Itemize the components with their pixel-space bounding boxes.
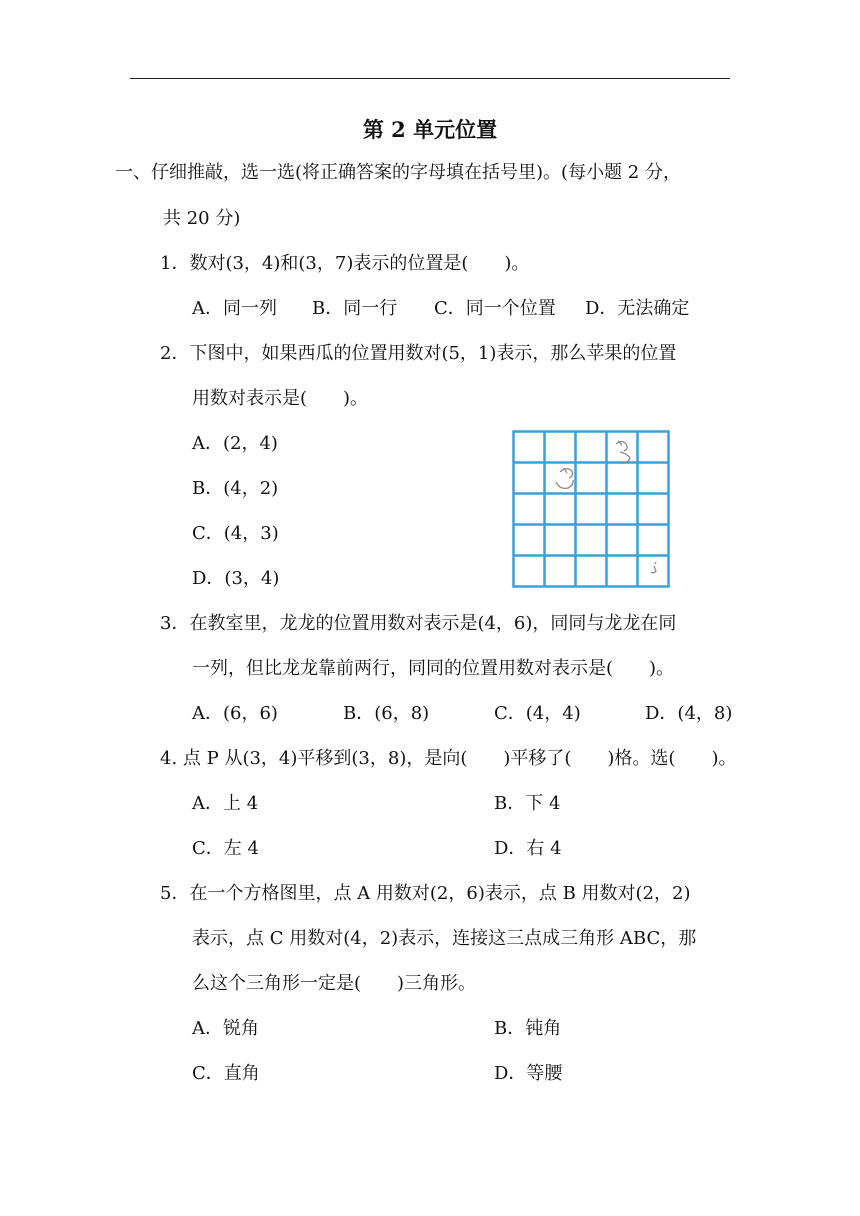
q2-option-b: B．(4，2) [192,478,279,499]
q5-option-b: B．钝角 [494,1018,562,1039]
question-3-stem-cont: 一列，但比龙龙靠前两行，同同的位置用数对表示是( )。 [192,658,675,679]
q3-option-b: B．(6，8) [343,703,430,724]
q2-option-a: A．(2，4) [192,433,278,454]
question-4-stem: 4. 点 P 从(3，4)平移到(3，8)，是向( )平移了( )格。选( )。 [160,748,737,769]
q4-option-b: B．下 4 [494,793,561,814]
fruit-icon-top [616,441,630,463]
question-5-stem-cont-1: 表示，点 C 用数对(4，2)表示，连接这三点成三角形 ABC，那 [192,928,697,949]
top-rule [130,78,730,79]
question-5-stem: 5．在一个方格图里，点 A 用数对(2，6)表示，点 B 用数对(2，2) [160,883,691,904]
q3-option-c: C．(4，4) [494,703,581,724]
section-heading-cont: 共 20 分) [163,208,241,229]
question-5-stem-cont-2: 么这个三角形一定是( )三角形。 [192,973,477,994]
q5-option-d: D．等腰 [494,1063,563,1084]
question-1-stem: 1．数对(3，4)和(3，7)表示的位置是( )。 [160,253,530,274]
question-3-stem: 3．在教室里，龙龙的位置用数对表示是(4，6)，同同与龙龙在同 [160,613,677,634]
section-heading: 一、仔细推敲，选一选(将正确答案的字母填在括号里)。(每小题 2 分， [115,162,681,183]
q4-option-c: C．左 4 [192,838,259,859]
q1-option-b: B．同一行 [312,298,398,319]
q2-option-d: D．(3，4) [192,568,280,589]
q3-option-a: A．(6，6) [192,703,278,724]
question-2-stem: 2．下图中，如果西瓜的位置用数对(5，1)表示，那么苹果的位置 [160,343,677,364]
grid-lines [514,432,669,587]
q4-option-a: A．上 4 [192,793,259,814]
q1-option-d: D．无法确定 [585,298,690,319]
fruit-grid-figure [512,430,672,590]
q3-option-d: D．(4，8) [645,703,733,724]
q1-option-a: A．同一列 [192,298,277,319]
q2-option-c: C．(4，3) [192,523,279,544]
watermelon-icon [651,562,656,573]
page-title: 第 2 单元位置 [362,117,498,142]
q4-option-d: D．右 4 [494,838,562,859]
q5-option-a: A．锐角 [192,1018,259,1039]
apple-icon [556,468,573,488]
q1-option-c: C．同一个位置 [434,298,556,319]
q5-option-c: C．直角 [192,1063,260,1084]
question-2-stem-cont: 用数对表示是( )。 [192,388,369,409]
